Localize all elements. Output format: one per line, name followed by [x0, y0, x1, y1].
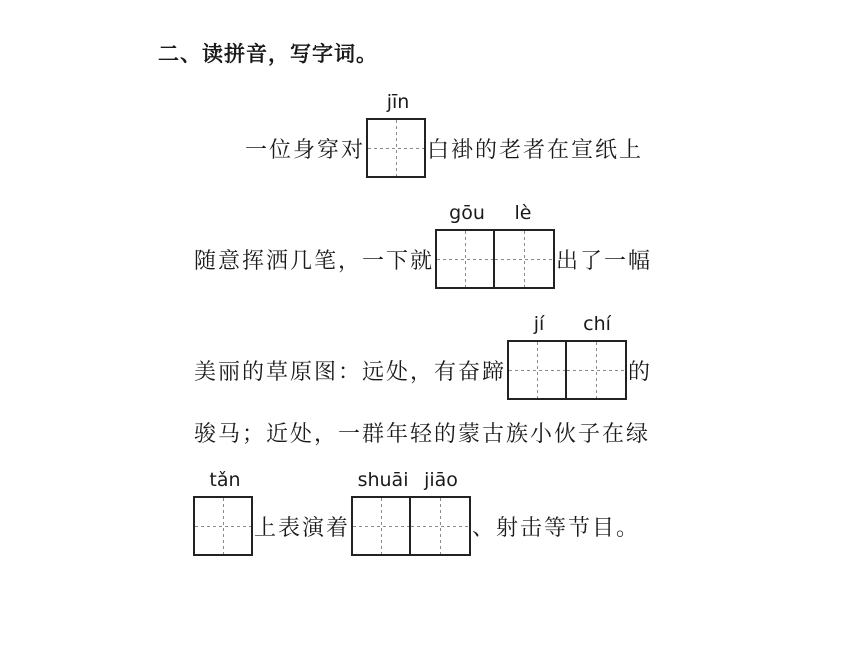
writing-cell[interactable] [351, 469, 411, 556]
text-line-1 [245, 91, 644, 178]
answer-box-goule[interactable] [435, 202, 555, 289]
answer-box-jin[interactable] [366, 91, 426, 178]
line-5-after: 、射击等节目。 [472, 515, 641, 541]
pinyin-label: jiāo [424, 469, 458, 491]
pinyin-label: chí [583, 313, 611, 335]
writing-cell[interactable] [495, 202, 555, 289]
writing-cell[interactable] [435, 202, 495, 289]
line-2-before: 随意挥洒几笔，一下就 [194, 248, 435, 274]
writing-cell[interactable] [567, 313, 627, 400]
answer-box-shuaijiao[interactable] [351, 469, 471, 556]
line-1-after: 白褂的老者在宣纸上 [427, 137, 644, 163]
text-line-2 [194, 202, 653, 289]
line-5-middle: 上表演着 [254, 515, 351, 541]
line-1-before: 一位身穿对 [245, 137, 366, 163]
pinyin-label: gōu [449, 202, 485, 224]
text-line-5 [193, 469, 641, 556]
text-line-4 [194, 402, 650, 462]
writing-cell[interactable] [366, 91, 426, 178]
pinyin-label: jīn [386, 91, 410, 113]
line-3-after: 的 [628, 359, 653, 385]
writing-cell[interactable] [411, 469, 471, 556]
writing-cell[interactable] [507, 313, 567, 400]
pinyin-label: tǎn [209, 469, 241, 491]
line-4-text: 骏马；近处，一群年轻的蒙古族小伙子在绿 [194, 421, 651, 447]
pinyin-label: lè [514, 202, 532, 224]
answer-box-tan[interactable] [193, 469, 253, 556]
pinyin-label: jí [533, 313, 545, 335]
writing-cell[interactable] [193, 469, 253, 556]
line-2-after: 出了一幅 [556, 248, 653, 274]
pinyin-label: shuāi [357, 469, 409, 491]
line-3-before: 美丽的草原图：远处，有奋蹄 [194, 359, 507, 385]
text-line-3 [194, 313, 653, 400]
section-title: 二、读拼音，写字词。 [158, 42, 378, 66]
answer-box-jichi[interactable] [507, 313, 627, 400]
